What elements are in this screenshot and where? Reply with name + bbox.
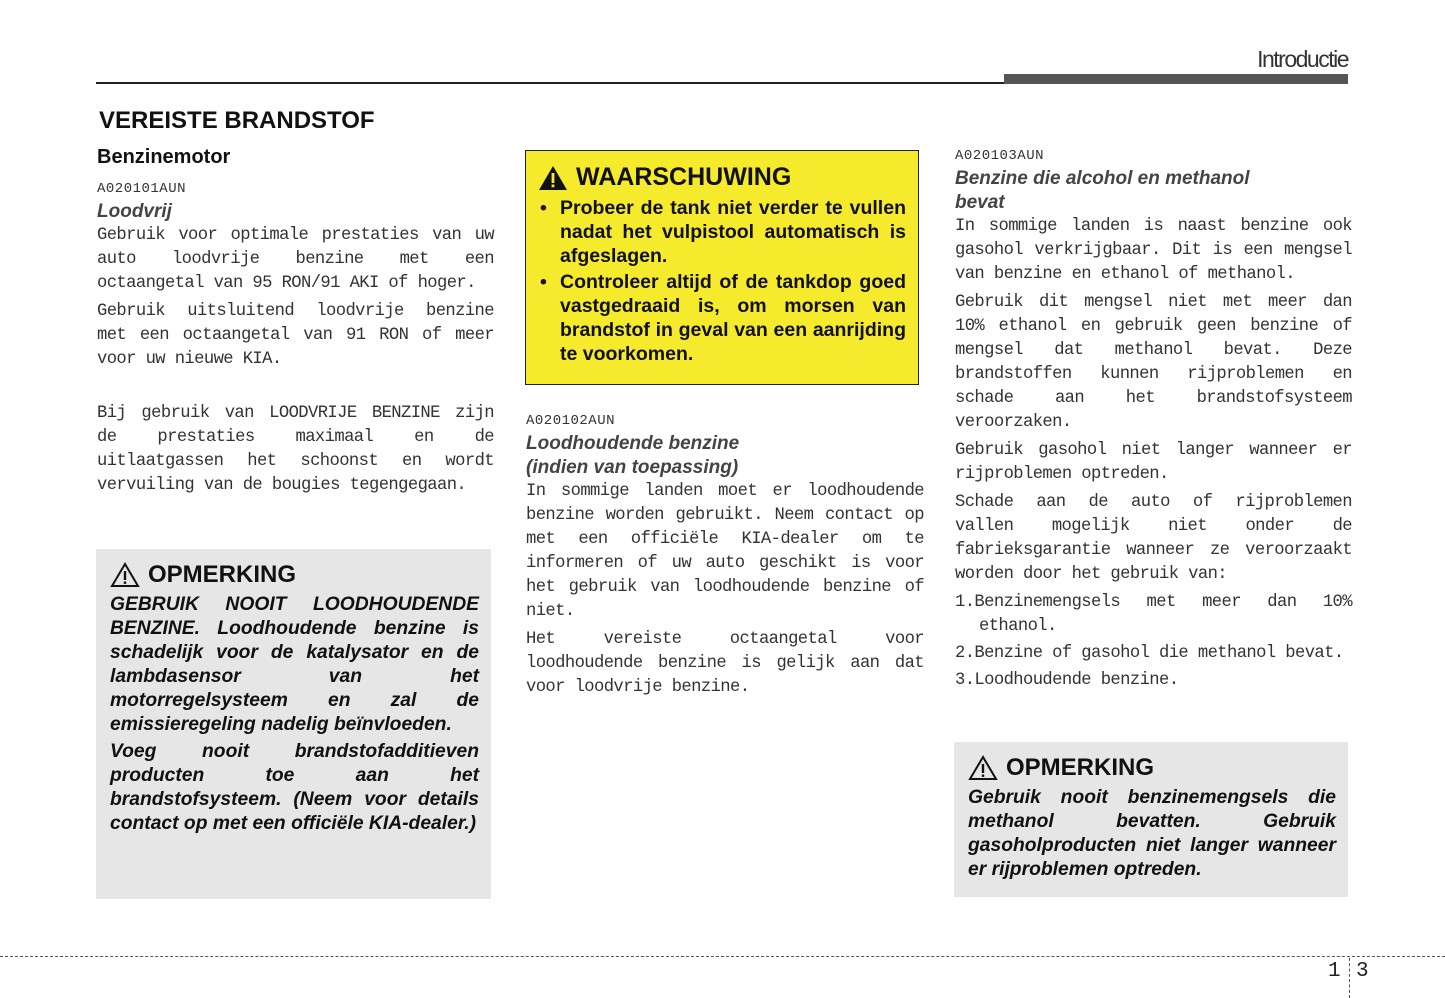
footer-rule	[0, 956, 1445, 957]
right-note-box	[954, 742, 1348, 897]
list-item: 2.Benzine of gasohol die methanol bevat.	[955, 644, 1344, 663]
middle-subheading-2: (indien van toepassing)	[526, 457, 739, 478]
right-paragraph: Schade aan de auto of rijproblemen vallen mogelijk niet onder de fabrieksgarantie wanneer ze veroorzaakt worden door het gebruik van:	[955, 493, 1352, 584]
right-note-title: OPMERKING	[1006, 754, 1155, 781]
left-heading: Benzinemotor	[97, 146, 231, 168]
warning-item: • Probeer de tank niet verder te vullen nadat het vulpistool automatisch is afgeslagen.	[540, 197, 906, 267]
warning-list	[538, 196, 906, 366]
page-number: 3	[1356, 960, 1369, 983]
right-numbered-list	[955, 591, 1352, 693]
left-note-text: Voeg nooit brandstofadditieven producten toe aan het brandstofsysteem. (Neem voor details contact op met een officiële KIA-dealer.)	[110, 741, 479, 834]
middle-paragraph: In sommige landen moet er loodhoudende benzine worden gebruikt. Neem contact op met een officiële KIA-dealer om te informeren of uw auto geschikt is voor het gebruik van loodhoudende benzine of niet.	[526, 482, 924, 621]
footer-divider	[1349, 958, 1350, 998]
right-paragraph: Gebruik gasohol niet langer wanneer er rijproblemen optreden.	[955, 441, 1352, 484]
warning-item-text: Controleer altijd of de tankdop goed vastgedraaid is, om morsen van brandstof in geval van een aanrijding te voorkomen.	[560, 271, 906, 365]
right-column	[955, 148, 1352, 696]
middle-column	[526, 413, 924, 704]
right-code: A020103AUN	[955, 148, 1045, 164]
warning-box	[525, 150, 919, 385]
left-subheading: Loodvrij	[97, 201, 172, 222]
right-note-title-row	[968, 754, 1336, 782]
left-note-box	[96, 549, 491, 899]
header-rule	[96, 82, 1006, 84]
warning-title: WAARSCHUWING	[576, 163, 792, 191]
left-note-title-row	[110, 561, 479, 589]
left-note-title: OPMERKING	[148, 561, 297, 588]
list-item: 3.Loodhoudende benzine.	[955, 671, 1179, 690]
warning-item: • Controleer altijd of de tankdop goed vastgedraaid is, om morsen van brandstof in geval van een aanrijding te voorkomen.	[540, 271, 906, 365]
right-paragraph: In sommige landen is naast benzine ook gasohol verkrijgbaar. Dit is een mengsel van benzine en ethanol of methanol.	[955, 217, 1352, 284]
warning-title-row	[538, 163, 906, 192]
left-column	[97, 146, 494, 502]
page-title: VEREISTE BRANDSTOF	[99, 107, 375, 134]
left-code: A020101AUN	[97, 181, 187, 197]
chapter-number: 1	[1328, 960, 1341, 983]
right-note-text: Gebruik nooit benzinemengsels die methanol bevatten. Gebruik gasoholproducten niet langer wanneer er rijproblemen optreden.	[968, 787, 1336, 880]
right-subheading-2: bevat	[955, 192, 1005, 213]
middle-paragraph: Het vereiste octaangetal voor loodhoudende benzine is gelijk aan dat voor loodvrije benzine.	[526, 630, 924, 697]
caution-icon	[968, 755, 998, 781]
section-title: Introductie	[1257, 46, 1348, 72]
list-item: 1.Benzinemengsels met meer dan 10% ethanol.	[955, 593, 1352, 636]
right-subheading: Benzine die alcohol en methanol	[955, 168, 1250, 189]
left-paragraph: Gebruik uitsluitend loodvrije benzine met een octaangetal van 91 RON of meer voor uw nieuwe KIA.	[97, 302, 494, 369]
left-paragraph: Gebruik voor optimale prestaties van uw auto loodvrije benzine met een octaangetal van 95 RON/91 AKI of hoger.	[97, 226, 494, 293]
middle-code: A020102AUN	[526, 413, 616, 429]
warning-icon	[538, 165, 568, 191]
middle-subheading: Loodhoudende benzine	[526, 433, 740, 454]
header-bar	[1004, 74, 1348, 84]
caution-icon	[110, 562, 140, 588]
left-note-text: GEBRUIK NOOIT LOODHOUDENDE BENZINE. Loodhoudende benzine is schadelijk voor de katalysator en de lambdasensor van het motorregelsysteem en zal de emissieregeling nadelig beïnvloeden.	[110, 594, 479, 735]
right-paragraph: Gebruik dit mengsel niet met meer dan 10% ethanol en gebruik geen benzine of mengsel dat methanol bevat. Deze brandstoffen kunnen rijproblemen en schade aan het brandstofsysteem veroorzaken.	[955, 293, 1352, 432]
left-paragraph: Bij gebruik van LOODVRIJE BENZINE zijn de prestaties maximaal en de uitlaatgassen het schoonst en wordt vervuiling van de bougies tegengegaan.	[97, 404, 494, 495]
warning-item-text: Probeer de tank niet verder te vullen nadat het vulpistool automatisch is afgeslagen.	[560, 197, 906, 267]
